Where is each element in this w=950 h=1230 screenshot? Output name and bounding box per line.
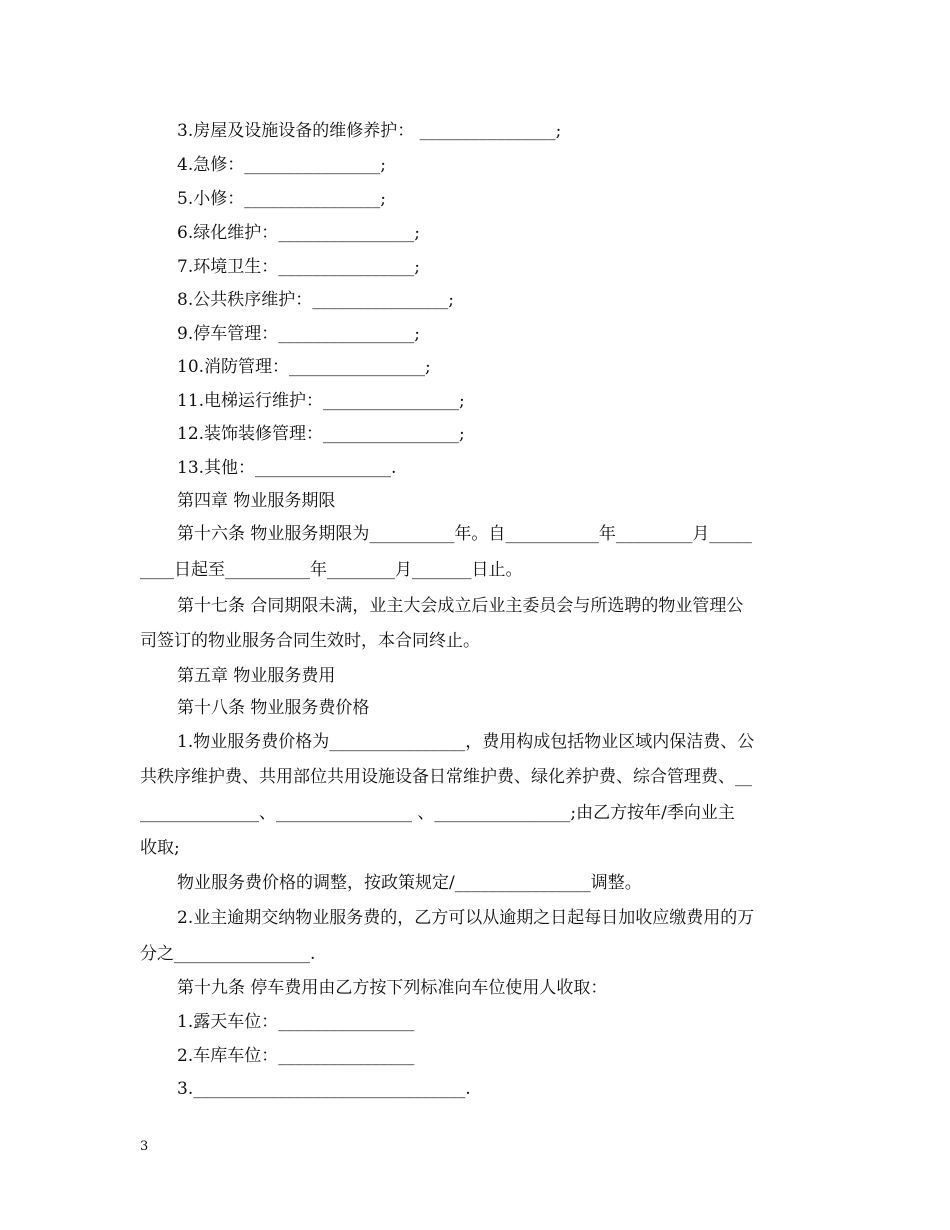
article-18-item-1-line-3: ______________、________________ 、________________;由乙方按年/季向业主 — [140, 803, 735, 823]
item-6-greening: 6.绿化维护：________________; — [177, 223, 420, 243]
article-18-item-1-line-2: 共秩序维护费、共用部位共用设施设备日常维护费、绿化养护费、综合管理费、__ — [140, 767, 752, 787]
item-10-fire: 10.消防管理：________________; — [177, 357, 431, 377]
price-adjustment-line: 物业服务费价格的调整，按政策规定/________________调整。 — [177, 873, 642, 893]
article-18-item-1-line-4: 收取; — [140, 838, 180, 858]
article-18-item-1-line-1: 1.物业服务费价格为________________，费用构成包括物业区域内保洁费、公 — [177, 732, 755, 752]
article-18-heading: 第十八条 物业服务费价格 — [177, 698, 370, 718]
page-number: 3 — [140, 1139, 149, 1154]
article-17-line-2: 司签订的物业服务合同生效时，本合同终止。 — [140, 631, 480, 651]
item-4-emergency-repair: 4.急修：________________; — [177, 155, 386, 175]
parking-item-3: 3.________________________________. — [177, 1079, 471, 1099]
parking-item-1: 1.露天车位：________________ — [177, 1012, 415, 1032]
article-17-line-1: 第十七条 合同期限未满，业主大会成立后业主委员会与所选聘的物业管理公 — [177, 596, 744, 616]
chapter-4-heading: 第四章 物业服务期限 — [177, 491, 336, 511]
item-5-minor-repair: 5.小修：________________; — [177, 189, 386, 209]
article-19-heading: 第十九条 停车费用由乙方按下列标准向车位使用人收取： — [177, 978, 608, 998]
parking-item-2: 2.车库车位：________________ — [177, 1046, 415, 1066]
article-18-item-2-line-2: 分之________________. — [140, 944, 316, 964]
item-3-maintenance: 3.房屋及设施设备的维修养护： ________________; — [177, 121, 562, 141]
item-7-sanitation: 7.环境卫生：________________; — [177, 257, 420, 277]
article-18-item-2-line-1: 2.业主逾期交纳物业服务费的，乙方可以从逾期之日起每日加收应缴费用的万 — [177, 908, 755, 928]
item-9-parking: 9.停车管理：________________; — [177, 324, 420, 344]
item-8-public-order: 8.公共秩序维护：________________; — [177, 290, 454, 310]
item-11-elevator: 11.电梯运行维护：________________; — [177, 391, 465, 411]
item-13-other: 13.其他：________________. — [177, 458, 397, 478]
article-16-line-2: ____日起至__________年________月_______日止。 — [140, 560, 523, 580]
article-16-line-1: 第十六条 物业服务期限为__________年。自___________年_________月_____ — [177, 524, 752, 544]
chapter-5-heading: 第五章 物业服务费用 — [177, 666, 336, 686]
item-12-decoration: 12.装饰装修管理：________________; — [177, 424, 465, 444]
